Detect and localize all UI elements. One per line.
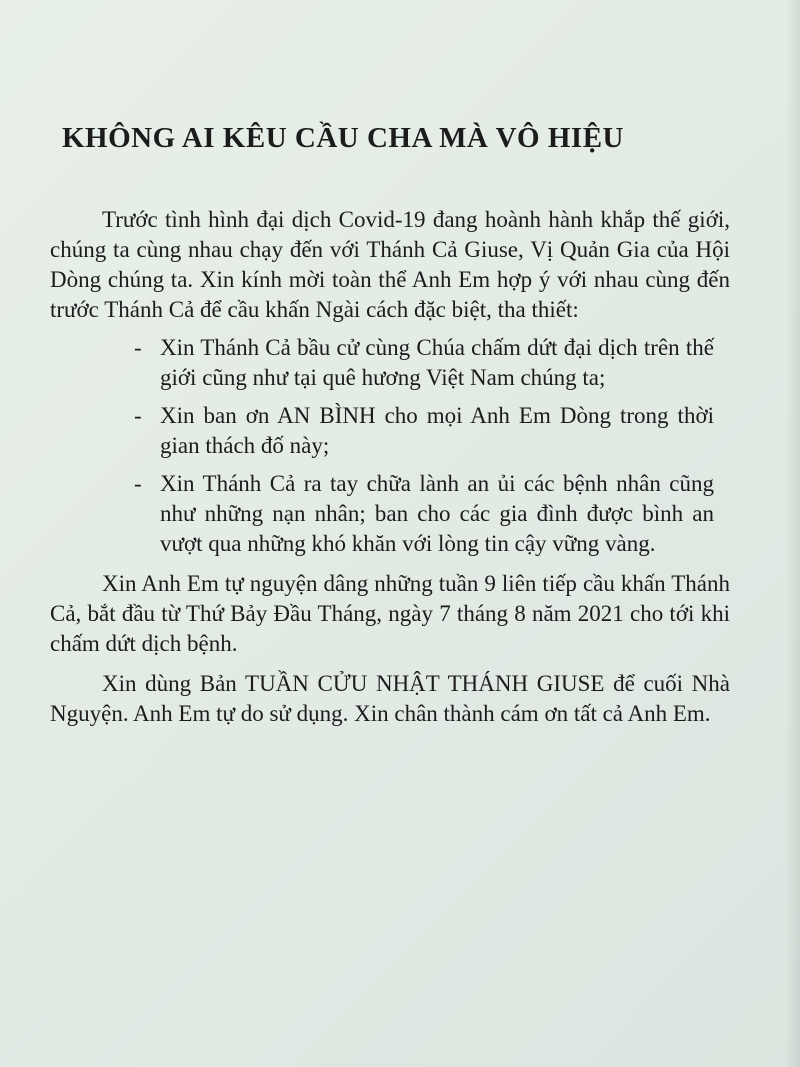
list-item [50,333,730,393]
intro-paragraph: Trước tình hình đại dịch Covid-19 đang hoành hành khắp thế giới, chúng ta cùng nhau chạy đến với Thánh Cả Giuse, Vị Quản Gia của Hội Dòng chúng ta. Xin kính mời toàn thể Anh Em hợp ý với nhau cùng đến trước Thánh Cả để cầu khấn Ngài cách đặc biệt, tha thiết: [50,207,730,322]
bullet-dash: - [134,403,142,428]
closing-paragraph: Xin dùng Bản TUẦN CỬU NHẬT THÁNH GIUSE để cuối Nhà Nguyện. Anh Em tự do sử dụng. Xin chân thành cám ơn tất cả Anh Em. [50,671,730,726]
bullet-dash: - [134,335,142,360]
document-body [50,122,730,729]
list-item-text: Xin Thánh Cả bầu cử cùng Chúa chấm dứt đại dịch trên thế giới cũng như tại quê hương Việt Nam chúng ta; [160,335,714,390]
document-title: KHÔNG AI KÊU CẦU CHA MÀ VÔ HIỆU [62,122,624,154]
novena-paragraph: Xin Anh Em tự nguyện dâng những tuần 9 liên tiếp cầu khấn Thánh Cả, bắt đầu từ Thứ Bảy Đầu Tháng, ngày 7 tháng 8 năm 2021 cho tới khi chấm dứt dịch bệnh. [50,571,730,656]
bullet-dash: - [134,471,142,496]
list-item [50,469,730,559]
page-edge-shadow [786,0,800,1067]
list-item-text: Xin Thánh Cả ra tay chữa lành an ủi các bệnh nhân cũng như những nạn nhân; ban cho các gia đình được bình an vượt qua những khó khăn với lòng tin cậy vững vàng. [160,471,714,556]
list-item-text: Xin ban ơn AN BÌNH cho mọi Anh Em Dòng trong thời gian thách đố này; [160,403,714,458]
list-item [50,401,730,461]
prayer-intentions-list [50,333,730,559]
